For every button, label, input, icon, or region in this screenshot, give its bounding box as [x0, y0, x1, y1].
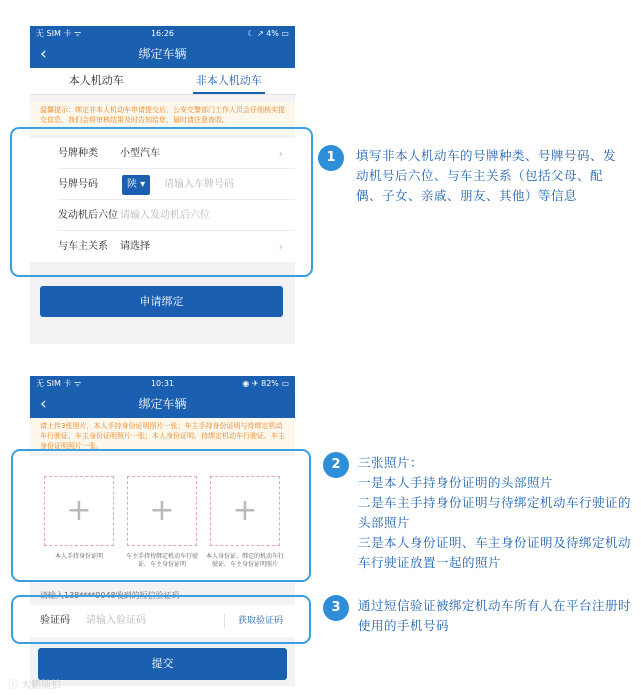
callout-frame-3	[11, 595, 311, 644]
tab-label: 本人机动车	[68, 74, 124, 87]
battery-status: ◉ ✈ 82% ▭	[242, 379, 289, 388]
page-title: 绑定车辆	[138, 47, 187, 61]
submit-button[interactable]: 提交	[38, 648, 287, 680]
battery-status: ☾ ↗ 4% ▭	[247, 29, 289, 38]
apply-bind-button[interactable]: 申请绑定	[40, 286, 283, 317]
clock: 10:31	[150, 379, 175, 388]
carrier-text: 无 SIM 卡 ᯤ	[36, 29, 82, 38]
plate-type-label: 号牌种类	[58, 148, 98, 159]
chevron-right-icon: ›	[278, 147, 283, 160]
step-badge-3: 3	[323, 595, 349, 621]
callout-text-2: 三张照片： 一是本人手持身份证明的头部照片 二是车主手持身份证明与待绑定机动车行驶证的头部照片 三是本人身份证明、车主身份证明及待绑定机动车行驶证放置一起的照片	[358, 455, 632, 570]
photo-caption-2: 车主手持待绑定机动车行驶证、车主身份证明	[125, 553, 198, 568]
callout-text-3: 通过短信验证被绑定机动车所有人在平台注册时使用的手机号码	[358, 598, 632, 633]
status-bar	[30, 26, 295, 41]
sms-hint: 请输入138****9048收到的短信验证码	[40, 591, 180, 600]
province-selector[interactable]: 陕 ▾	[122, 175, 150, 195]
engine-number-label: 发动机后六位	[58, 210, 118, 221]
tab-bar	[30, 68, 295, 95]
callout-frame-2	[11, 449, 311, 582]
clock: 16:26	[150, 29, 175, 38]
carrier-text: 无 SIM 卡 ᯤ	[36, 379, 82, 388]
callout-text-1: 填写非本人机动车的号牌种类、号牌号码、发动机号后六位、与车主关系（包括父母、配偶、子女、亲戚、朋友、其他）等信息	[356, 148, 617, 203]
tab-own-vehicle[interactable]	[30, 68, 163, 94]
chevron-right-icon: ›	[278, 240, 283, 253]
add-photo-icon: +	[66, 493, 92, 528]
verify-code-label: 验证码	[40, 615, 70, 626]
page-title: 绑定车辆	[138, 397, 187, 411]
notice-banner: 温馨提示：绑定非本人机动车申请提交后，公安交警部门工作人员会仔细核实提交信息，我们会将审核结果及时告知给您，届时请注意查收。	[30, 102, 295, 135]
step-badge-1: 1	[318, 145, 344, 171]
tab-other-vehicle[interactable]	[163, 68, 296, 94]
verify-code-input[interactable]: 请输入验证码	[86, 615, 146, 626]
get-code-button[interactable]: 获取验证码	[237, 616, 283, 626]
engine-number-input[interactable]: 请输入发动机后六位	[120, 210, 210, 221]
add-photo-icon: +	[149, 493, 175, 528]
add-photo-icon: +	[232, 493, 258, 528]
notice-banner: 请上传3张照片，本人手持身份证明照片一张；车主手持身份证明与待绑定机动车行驶证、车主身份证明照片一张；本人身份证明、待绑定机动车行驶证、车主身份证明照片一张。	[30, 418, 295, 452]
plate-number-input[interactable]: 请输入车牌号码	[164, 179, 234, 190]
nav-bar	[30, 391, 295, 418]
plate-type-value: 小型汽车	[120, 148, 160, 159]
watermark-logo: ⓘ 大鹏随拍	[8, 680, 62, 691]
step-badge-2: 2	[323, 452, 349, 478]
active-tab-indicator	[193, 92, 266, 94]
photo-caption-3: 本人身份证、绑定的机动车行驶证、车主身份证明照片	[206, 553, 285, 568]
status-bar	[30, 376, 295, 391]
nav-bar	[30, 41, 295, 68]
owner-relation-value: 请选择	[120, 241, 150, 252]
back-arrow-icon[interactable]: ‹	[40, 394, 47, 414]
callout-frame-1	[10, 127, 313, 277]
plate-number-label: 号牌号码	[58, 179, 98, 190]
owner-relation-label: 与车主关系	[58, 241, 108, 252]
back-arrow-icon[interactable]: ‹	[40, 44, 47, 64]
photo-caption-1: 本人手持身份证明	[54, 553, 103, 560]
tab-label: 非本人机动车	[195, 74, 262, 87]
